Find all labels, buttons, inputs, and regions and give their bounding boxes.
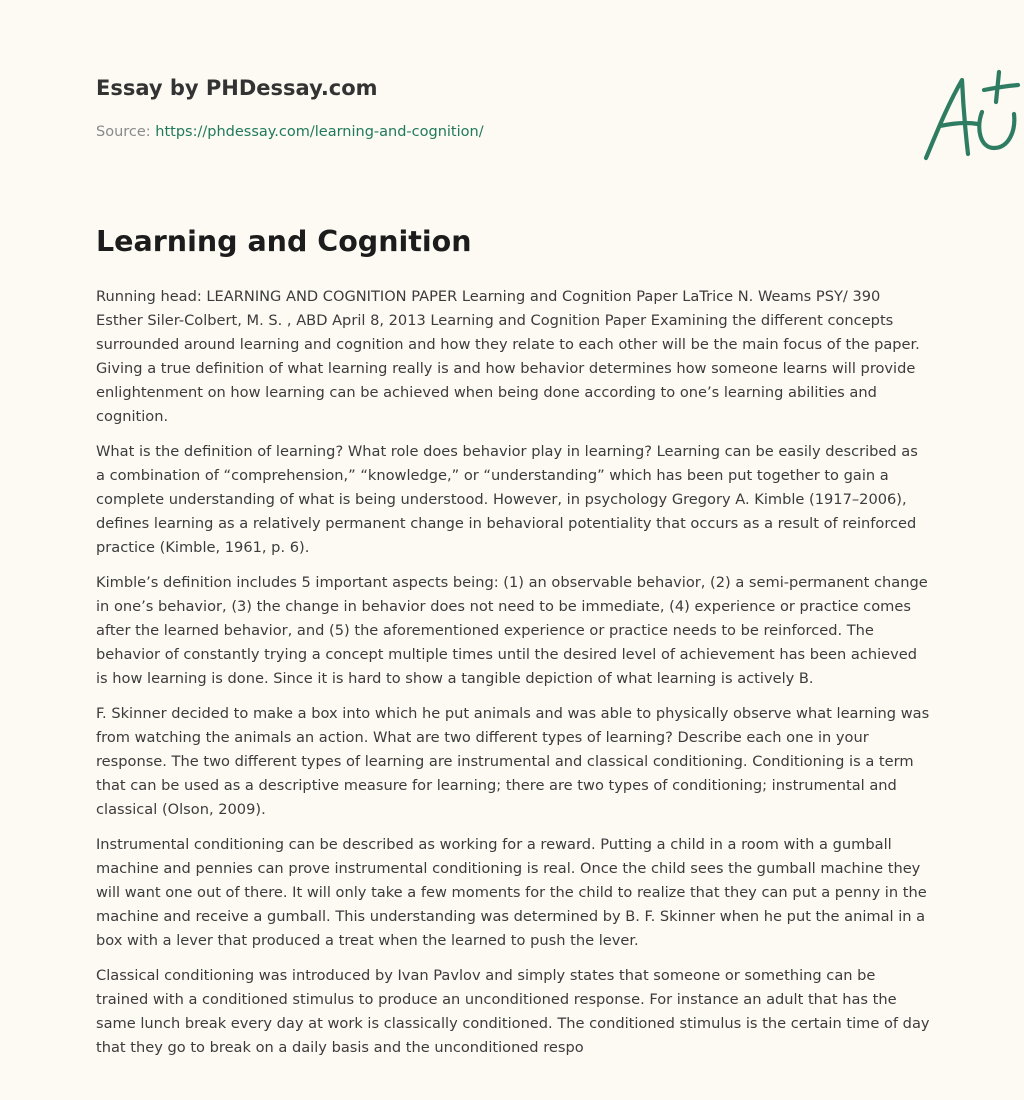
essay-title: Learning and Cognition <box>96 225 472 258</box>
source-line <box>96 124 484 140</box>
paragraph: F. Skinner decided to make a box into which he put animals and was able to physically observe what learning was from watching the animals an action. What are two different types of learning? Describe each one in your response. The two different types of learning are instrumental and classical conditioning. Conditioning is a term that can be used as a descriptive measure for learning; there are two types of conditioning; instrumental and classical (Olson, 2009). <box>96 705 930 818</box>
source-label: Source: <box>96 124 156 140</box>
site-brand: Essay by PHDessay.com <box>96 76 378 100</box>
paragraph: What is the definition of learning? What role does behavior play in learning? Learning can be easily described as a combination of “comprehension,” “knowledge,” or “understanding” which has been put together to gain a complete understanding of what is being understood. However, in psychology Gregory A. Kimble (1917–2006), defines learning as a relatively permanent change in behavioral potentiality that occurs as a result of reinforced practice (Kimble, 1961, p. 6). <box>96 443 918 556</box>
paragraph: Kimble’s definition includes 5 important aspects being: (1) an observable behavior, (2) a semi-permanent change in one’s behavior, (3) the change in behavior does not need to be immediate, (4) experience or practice comes after the learned behavior, and (5) the aforementioned experience or practice needs to be reinforced. The behavior of constantly trying a concept multiple times until the desired level of achievement has been achieved is how learning is done. Since it is hard to show a tangible depiction of what learning is actively B. <box>96 574 928 687</box>
essay-body <box>96 285 930 1071</box>
source-link[interactable]: https://phdessay.com/learning-and-cognition/ <box>155 124 484 140</box>
a-plus-logo-icon <box>918 68 1024 166</box>
paragraph: Running head: LEARNING AND COGNITION PAPER Learning and Cognition Paper LaTrice N. Weams PSY/ 390 Esther Siler-Colbert, M. S. , ABD April 8, 2013 Learning and Cognition Paper Examining the different concepts surrounded around learning and cognition and how they relate to each other will be the main focus of the paper. Giving a true definition of what learning really is and how behavior determines how someone learns will provide enlightenment on how learning can be achieved when being done according to one’s learning abilities and cognition. <box>96 288 920 425</box>
paragraph: Instrumental conditioning can be described as working for a reward. Putting a child in a room with a gumball machine and pennies can prove instrumental conditioning is real. Once the child sees the gumball machine they will want one out of there. It will only take a few moments for the child to realize that they can put a penny in the machine and receive a gumball. This understanding was determined by B. F. Skinner when he put the animal in a box with a lever that produced a treat when the learned to push the lever. <box>96 836 927 949</box>
paragraph: Classical conditioning was introduced by Ivan Pavlov and simply states that someone or something can be trained with a conditioned stimulus to produce an unconditioned response. For instance an adult that has the same lunch break every day at work is classically conditioned. The conditioned stimulus is the certain time of day that they go to break on a daily basis and the unconditioned respo <box>96 967 930 1056</box>
